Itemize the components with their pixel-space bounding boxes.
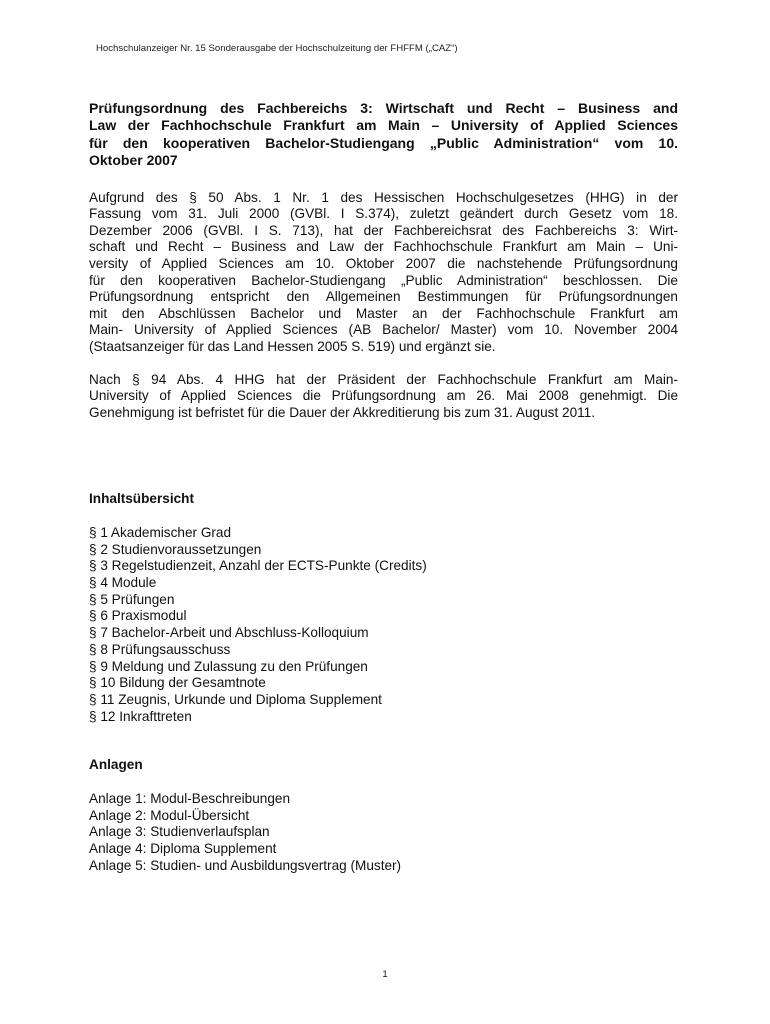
toc-item: § 10 Bildung der Gesamtnote bbox=[89, 675, 266, 691]
annex-item: Anlage 2: Modul-Übersicht bbox=[89, 807, 250, 823]
toc-item: § 1 Akademischer Grad bbox=[89, 524, 232, 540]
document-title bbox=[89, 100, 678, 170]
paragraph-line: Prüfungsordnung entspricht den Allgemeinen Bestimmungen für Prüfungsordnungen bbox=[89, 289, 678, 305]
toc-item: § 2 Studienvoraussetzungen bbox=[89, 541, 262, 557]
paragraph-line: Aufgrund des § 50 Abs. 1 Nr. 1 des Hessischen Hochschulgesetzes (HHG) in der bbox=[89, 189, 678, 205]
preamble-paragraph bbox=[89, 190, 678, 356]
title-line: Prüfungsordnung des Fachbereichs 3: Wirtschaft und Recht – Business and bbox=[89, 100, 678, 116]
paragraph-line: Dezember 2006 (GVBl. I S. 713), hat der Fachbereichsrat des Fachbereichs 3: Wirt- bbox=[89, 222, 678, 238]
paragraph-line: Genehmigung ist befristet für die Dauer der Akkreditierung bis zum 31. August 2011. bbox=[89, 404, 596, 420]
paragraph-line: mit den Abschlüssen Bachelor und Master an der Fachhochschule Frankfurt am bbox=[89, 305, 678, 321]
toc-heading: Inhaltsübersicht bbox=[89, 491, 194, 507]
annex-item: Anlage 1: Modul-Beschreibungen bbox=[89, 790, 291, 806]
running-header: Hochschulanzeiger Nr. 15 Sonderausgabe der Hochschulzeitung der FHFFM („CAZ“) bbox=[96, 43, 458, 54]
title-line: für den kooperativen Bachelor-Studiengang „Public Administration“ vom 10. bbox=[89, 134, 678, 151]
toc-item: § 12 Inkrafttreten bbox=[89, 708, 192, 724]
annex-item: Anlage 3: Studienverlaufsplan bbox=[89, 824, 270, 840]
annex-item: Anlage 4: Diploma Supplement bbox=[89, 841, 277, 857]
toc-item: § 7 Bachelor-Arbeit und Abschluss-Kolloquium bbox=[89, 625, 369, 641]
approval-paragraph bbox=[89, 372, 678, 422]
paragraph-line: für den kooperativen Bachelor-Studiengang „Public Administration“ beschlossen. Die bbox=[89, 272, 678, 288]
paragraph-line: Fassung vom 31. Juli 2000 (GVBl. I S.374), zuletzt geändert durch Gesetz vom 18. bbox=[89, 206, 678, 222]
toc-item: § 11 Zeugnis, Urkunde und Diploma Supplement bbox=[89, 691, 382, 707]
title-line: Oktober 2007 bbox=[89, 152, 178, 169]
title-line: Law der Fachhochschule Frankfurt am Main – University of Applied Sciences bbox=[89, 117, 678, 134]
paragraph-line: Nach § 94 Abs. 4 HHG hat der Präsident der Fachhochschule Frankfurt am Main- bbox=[89, 371, 678, 387]
toc-item: § 5 Prüfungen bbox=[89, 591, 175, 607]
annex-list bbox=[89, 791, 678, 875]
toc-item: § 8 Prüfungsausschuss bbox=[89, 641, 231, 657]
document-body bbox=[89, 100, 678, 874]
toc-item: § 4 Module bbox=[89, 575, 157, 591]
annex-heading: Anlagen bbox=[89, 757, 143, 773]
paragraph-line: Main- University of Applied Sciences (AB Bachelor/ Master) vom 10. November 2004 bbox=[89, 322, 678, 338]
paragraph-line: (Staatsanzeiger für das Land Hessen 2005 S. 519) und ergänzt sie. bbox=[89, 338, 496, 354]
paragraph-line: versity of Applied Sciences am 10. Oktober 2007 die nachstehende Prüfungsordnung bbox=[89, 256, 678, 271]
paragraph-line: schaft und Recht – Business and Law der Fachhochschule Frankfurt am Main – Uni- bbox=[89, 239, 678, 255]
toc-item: § 3 Regelstudienzeit, Anzahl der ECTS-Punkte (Credits) bbox=[89, 558, 427, 574]
toc-list bbox=[89, 525, 678, 725]
annex-item: Anlage 5: Studien- und Ausbildungsvertrag (Muster) bbox=[89, 857, 402, 873]
page-number: 1 bbox=[382, 969, 388, 980]
toc-item: § 6 Praxismodul bbox=[89, 608, 187, 624]
toc-item: § 9 Meldung und Zulassung zu den Prüfungen bbox=[89, 658, 368, 674]
paragraph-line: University of Applied Sciences die Prüfungsordnung am 26. Mai 2008 genehmigt. Die bbox=[89, 388, 678, 404]
